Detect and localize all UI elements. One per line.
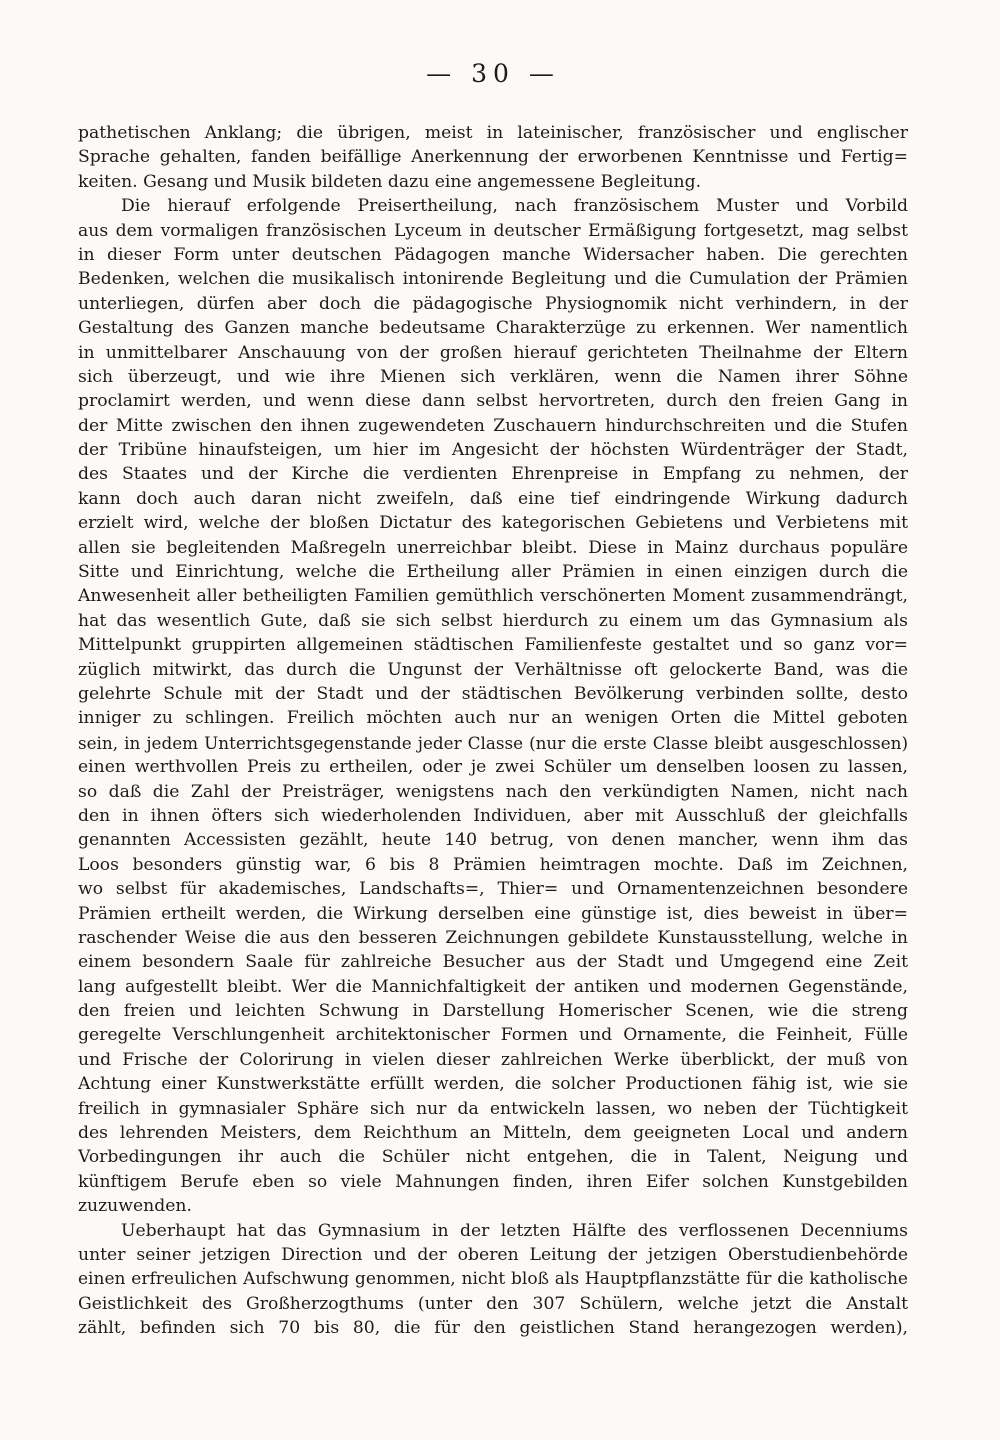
text-line: Geistlichkeit des Großherzogthums (unter den 307 Schülern, welche jetzt die Anstalt [78, 1293, 908, 1314]
text-line: freilich in gymnasialer Sphäre sich nur da entwickeln lassen, wo neben der Tüchtigkeit [78, 1098, 908, 1119]
text-line: lang aufgestellt bleibt. Wer die Mannichfaltigkeit der antiken und modernen Gegenstände, [78, 976, 908, 997]
text-line: sich überzeugt, und wie ihre Mienen sich verklären, wenn die Namen ihrer Söhne [78, 366, 908, 387]
text-line: genannten Accessisten gezählt, heute 140 betrug, von denen mancher, wenn ihm das [78, 830, 908, 851]
text-line: Gestaltung des Ganzen manche bedeutsame Charakterzüge zu erkennen. Wer namentlich [78, 318, 908, 339]
text-line: des Staates und der Kirche die verdienten Ehrenpreise in Empfang zu nehmen, der [78, 464, 908, 485]
text-line: einen erfreulichen Aufschwung genommen, nicht bloß als Hauptpflanzstätte für die katholische [78, 1269, 908, 1290]
text-line: Sitte und Einrichtung, welche die Ertheilung aller Prämien in einen einzigen durch die [78, 562, 908, 583]
text-line: proclamirt werden, und wenn diese dann selbst hervortreten, durch den freien Gang in [78, 391, 908, 412]
text-line: Vorbedingungen ihr auch die Schüler nicht entgehen, die in Talent, Neigung und [78, 1147, 908, 1168]
text-line: Die hierauf erfolgende Preisertheilung, nach französischem Muster und Vorbild [121, 196, 908, 217]
text-line: einen werthvollen Preis zu ertheilen, oder je zwei Schüler um denselben loosen zu lassen, [78, 757, 908, 778]
text-line: des lehrenden Meisters, dem Reichthum an Mitteln, dem geeigneten Local und andern [78, 1123, 908, 1144]
text-line: raschender Weise die aus den besseren Zeichnungen gebildete Kunstausstellung, welche in [78, 927, 908, 948]
text-line: Achtung einer Kunstwerkstätte erfüllt werden, die solcher Productionen fähig ist, wie sie [78, 1074, 908, 1095]
text-line: den freien und leichten Schwung in Darstellung Homerischer Scenen, wie die streng [78, 1001, 908, 1022]
text-line: erzielt wird, welche der bloßen Dictatur des kategorischen Gebietens und Verbietens mit [78, 513, 908, 534]
text-line: so daß die Zahl der Preisträger, wenigstens nach den verkündigten Namen, nicht nach [78, 781, 908, 802]
text-line: und Frische der Colorirung in vielen dieser zahlreichen Werke überblickt, der muß von [78, 1049, 908, 1070]
text-line: inniger zu schlingen. Freilich möchten auch nur an wenigen Orten die Mittel geboten [78, 708, 908, 729]
text-line: einem besondern Saale für zahlreiche Besucher aus der Stadt und Umgegend eine Zeit [78, 952, 908, 973]
text-line: aus dem vormaligen französischen Lyceum in deutscher Ermäßigung fortgesetzt, mag selbst [78, 220, 908, 241]
text-line: keiten. Gesang und Musik bildeten dazu eine angemessene Begleitung. [78, 171, 702, 192]
text-line: gelehrte Schule mit der Stadt und der städtischen Bevölkerung verbinden sollte, desto [78, 683, 908, 704]
text-line: in unmittelbarer Anschauung von der großen hierauf gerichteten Theilnahme der Eltern [78, 342, 908, 363]
page-number: — 30 — [426, 59, 560, 88]
text-line: allen sie begleitenden Maßregeln unerreichbar bleibt. Diese in Mainz durchaus populäre [78, 537, 908, 558]
text-line: hat das wesentlich Gute, daß sie sich selbst hierdurch zu einem um das Gymnasium als [78, 610, 908, 631]
text-line: den in ihnen öfters sich wiederholenden Individuen, aber mit Ausschluß der gleichfalls [78, 805, 908, 826]
text-line: unter seiner jetzigen Direction und der oberen Leitung der jetzigen Oberstudienbehörde [78, 1244, 908, 1265]
text-line: Sprache gehalten, fanden beifällige Anerkennung der erworbenen Kenntnisse und Fertig= [78, 147, 908, 168]
text-line: in dieser Form unter deutschen Pädagogen manche Widersacher haben. Die gerechten [78, 244, 908, 265]
text-line: Ueberhaupt hat das Gymnasium in der letzten Hälfte des verflossenen Decenniums [121, 1220, 908, 1241]
text-line: kann doch auch daran nicht zweifeln, daß eine tief eindringende Wirkung dadurch [78, 488, 908, 509]
text-line: sein, in jedem Unterrichtsgegenstande jeder Classe (nur die erste Classe bleibt ausgeschlossen) [78, 732, 908, 753]
body-text [78, 121, 908, 1341]
text-line: der Mitte zwischen den ihnen zugewendeten Zuschauern hindurchschreiten und die Stufen [78, 415, 908, 436]
text-line: zählt, befinden sich 70 bis 80, die für den geistlichen Stand herangezogen werden), [78, 1318, 908, 1339]
text-line: zuzuwenden. [78, 1196, 192, 1217]
text-line: Bedenken, welchen die musikalisch intonirende Begleitung und die Cumulation der Prämien [78, 269, 908, 290]
text-line: züglich mitwirkt, das durch die Ungunst der Verhältnisse oft gelockerte Band, was die [78, 659, 908, 680]
text-line: pathetischen Anklang; die übrigen, meist in lateinischer, französischer und englischer [78, 123, 908, 143]
text-line: wo selbst für akademisches, Landschafts=, Thier= und Ornamentenzeichnen besondere [78, 879, 908, 900]
text-line: Mittelpunkt gruppirten allgemeinen städtischen Familienfeste gestaltet und so ganz vor= [78, 635, 908, 656]
text-line: der Tribüne hinaufsteigen, um hier im Angesicht der höchsten Würdenträger der Stadt, [78, 440, 908, 461]
text-line: Prämien ertheilt werden, die Wirkung derselben eine günstige ist, dies beweist in über= [78, 903, 908, 924]
text-line: Anwesenheit aller betheiligten Familien gemüthlich verschönerten Moment zusammendrängt, [78, 586, 908, 607]
text-line: geregelte Verschlungenheit architektonischer Formen und Ornamente, die Feinheit, Fülle [78, 1025, 908, 1046]
text-line: künftigem Berufe eben so viele Mahnungen finden, ihren Eifer solchen Kunstgebilden [78, 1171, 908, 1192]
text-line: unterliegen, dürfen aber doch die pädagogische Physiognomik nicht verhindern, in der [78, 293, 908, 314]
text-line: Loos besonders günstig war, 6 bis 8 Prämien heimtragen mochte. Daß im Zeichnen, [78, 854, 908, 875]
